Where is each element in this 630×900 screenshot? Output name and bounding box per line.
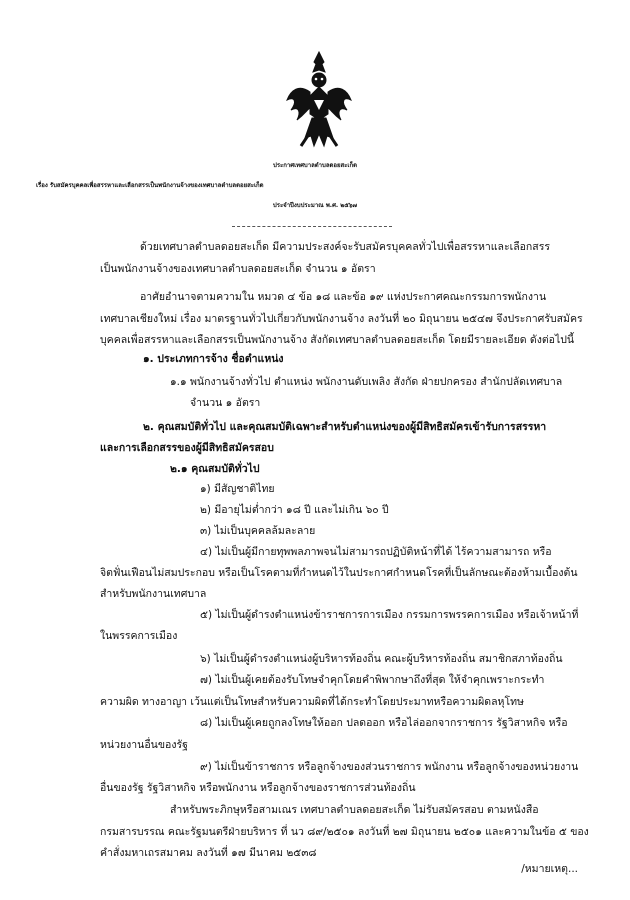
list-item: ๙) ไม่เป็นข้าราชการ หรือลูกจ้างของส่วนราชการ พนักงาน หรือลูกจ้างของหน่วยงาน xyxy=(200,761,579,773)
list-item: ๗) ไม่เป็นผู้เคยต้องรับโทษจำคุกโดยคำพิพากษาถึงที่สุด ให้จำคุกเพราะกระทำ xyxy=(200,674,545,686)
list-item: ๔) ไม่เป็นผู้มีกายทุพพลภาพจนไม่สามารถปฏิบัติหน้าที่ได้ ไร้ความสามารถ หรือ xyxy=(200,546,552,558)
list-item: ในพรรคการเมือง xyxy=(100,630,178,642)
paragraph-line: บุคคลเพื่อสรรหาและเลือกสรรเป็นพนักงานจ้าง สังกัดเทศบาลตำบลดอยสะเก็ด โดยมีรายละเอียด ดังต่อไปนี้ xyxy=(100,334,575,346)
paragraph-line: อาศัยอำนาจตามความใน หมวด ๔ ข้อ ๑๘ และข้อ ๑๙ แห่งประกาศคณะกรรมการพนักงาน xyxy=(140,291,547,303)
paragraph-line: กรมสารบรรณ คณะรัฐมนตรีฝ่ายบริหาร ที่ นว ๘๙/๒๕๐๑ ลงวันที่ ๒๗ มิถุนายน ๒๕๐๑ และความในข้อ ๕ ของ xyxy=(100,826,589,838)
paragraph-line: ด้วยเทศบาลตำบลดอยสะเก็ด มีความประสงค์จะรับสมัครบุคคลทั่วไปเพื่อสรรหาและเลือกสรร xyxy=(140,241,550,253)
list-item: ๓) ไม่เป็นบุคคลล้มละลาย xyxy=(200,525,316,537)
announcement-title: ประกาศเทศบาลตำบลดอยสะเก็ด xyxy=(273,162,357,169)
garuda-emblem xyxy=(283,50,355,150)
paragraph-line: ๑.๑ พนักงานจ้างทั่วไป ตำแหน่ง พนักงานดับเพลิง สังกัด ฝ่ายปกครอง สำนักปลัดเทศบาล xyxy=(170,376,563,388)
continuation-note: /หมายเหตุ... xyxy=(521,863,578,875)
list-item: ๖) ไม่เป็นผู้ดำรงตำแหน่งผู้บริหารท้องถิ่น คณะผู้บริหารท้องถิ่น สมาชิกสภาท้องถิ่น xyxy=(200,653,563,665)
paragraph-line: คำสั่งมหาเถรสมาคม ลงวันที่ ๑๗ มีนาคม ๒๕๓๘ xyxy=(100,847,317,859)
list-item: อื่นของรัฐ รัฐวิสาหกิจ หรือพนักงาน หรือลูกจ้างของราชการส่วนท้องถิ่น xyxy=(100,782,416,794)
announcement-subject: เรื่อง รับสมัครบุคคลเพื่อสรรหาและเลือกสรรเป็นพนักงานจ้างของเทศบาลตำบลดอยสะเก็ด xyxy=(36,182,264,189)
list-item: หน่วยงานอื่นของรัฐ xyxy=(100,739,188,751)
paragraph-line: จำนวน ๑ อัตรา xyxy=(190,397,261,409)
subsection-heading: ๒.๑ คุณสมบัติทั่วไป xyxy=(170,463,260,475)
list-item: จิตฟั่นเฟือนไม่สมประกอบ หรือเป็นโรคตามที่กำหนดไว้ในประกาศกำหนดโรคที่เป็นลักษณะต้องห้ามเบื้องต้น xyxy=(100,567,578,579)
list-item: ๘) ไม่เป็นผู้เคยถูกลงโทษให้ออก ปลดออก หรือไล่ออกจากราชการ รัฐวิสาหกิจ หรือ xyxy=(200,717,568,729)
fiscal-year: ประจำปีงบประมาณ พ.ศ. ๒๕๖๗ xyxy=(272,202,358,209)
list-item: ความผิด ทางอาญา เว้นแต่เป็นโทษสำหรับความผิดที่ได้กระทำโดยประมาทหรือความผิดลหุโทษ xyxy=(100,696,524,708)
paragraph-line: เป็นพนักงานจ้างของเทศบาลตำบลดอยสะเก็ด จำนวน ๑ อัตรา xyxy=(100,263,376,275)
section-heading: และการเลือกสรรของผู้มีสิทธิสมัครสอบ xyxy=(100,442,274,454)
title-divider xyxy=(232,226,392,227)
section-heading: ๒. คุณสมบัติทั่วไป และคุณสมบัติเฉพาะสำหรับตำแหน่งของผู้มีสิทธิสมัครเข้ารับการสรรหา xyxy=(143,421,547,433)
list-item: ๒) มีอายุไม่ต่ำกว่า ๑๘ ปี และไม่เกิน ๖๐ ปี xyxy=(200,504,389,516)
section-heading: ๑. ประเภทการจ้าง ชื่อตำแหน่ง xyxy=(143,353,284,365)
list-item: ๑) มีสัญชาติไทย xyxy=(200,483,275,495)
paragraph-line: สำหรับพระภิกษุหรือสามเณร เทศบาลตำบลดอยสะเก็ด ไม่รับสมัครสอบ ตามหนังสือ xyxy=(170,804,539,816)
list-item: ๕) ไม่เป็นผู้ดำรงตำแหน่งข้าราชการการเมือง กรรมการพรรคการเมือง หรือเจ้าหน้าที่ xyxy=(200,609,579,621)
list-item: สำหรับพนักงานเทศบาล xyxy=(100,588,207,600)
paragraph-line: เทศบาลเชียงใหม่ เรื่อง มาตรฐานทั่วไปเกี่ยวกับพนักงานจ้าง ลงวันที่ ๒๐ มิถุนายน ๒๕๔๗ จึงประกาศรับสมัคร xyxy=(100,313,583,325)
